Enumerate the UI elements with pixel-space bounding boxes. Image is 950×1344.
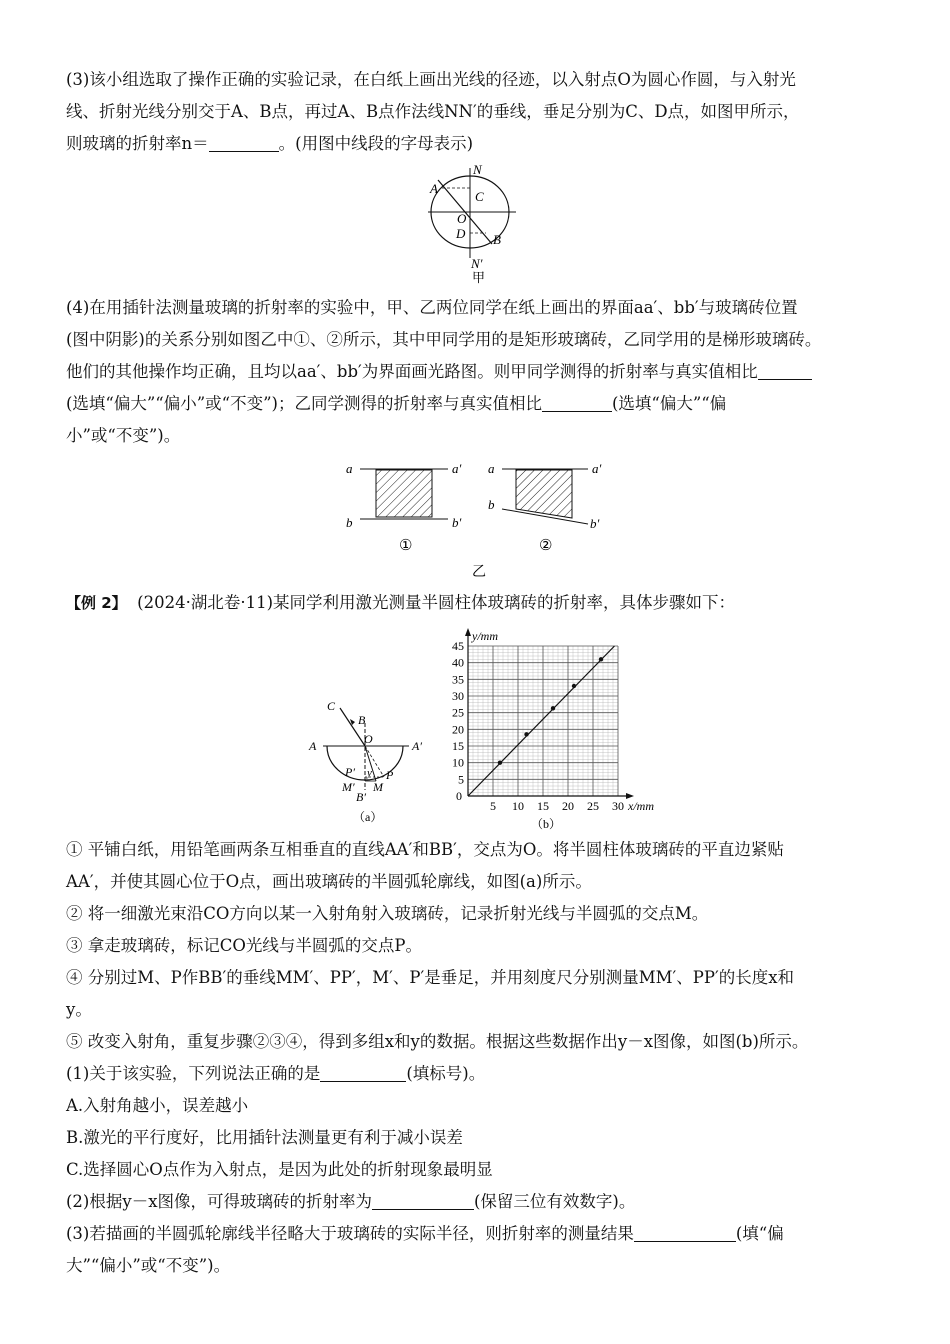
figure-jia [420,160,530,288]
question-2-answer-blank[interactable] [372,1191,474,1210]
chart-y-axis-label: y/mm [472,629,498,643]
jia-label-d: D [456,226,466,241]
chart-data-point [498,760,502,764]
question-1-text-b: (填标号)。 [406,1064,486,1083]
q4-line-3 [66,356,896,388]
q4-text-4b: (选填“偏大”“偏 [612,394,727,413]
fig-a-label-p-prime: P′ [345,765,355,779]
q4-text-4a: (选填“偏大”“偏小”或“不变”)；乙同学测得的折射率与真实值相比 [66,394,542,413]
fig-a-caption: （a） [353,810,383,824]
step-3: ③ 拿走玻璃砖，标记CO光线与半圆弧的交点P。 [66,936,422,955]
yi2-label-a-prime: a′ [592,461,602,476]
jia-label-c: C [475,189,484,204]
example2-heading [66,587,896,619]
chart-y-tick-label: 15 [452,739,464,753]
figure-yi [336,456,626,582]
chart-data-point [524,732,528,736]
jia-label-a: A [430,181,438,196]
step-1-line-a: ① 平铺白纸，用铅笔画两条互相垂直的直线AA′和BB′，交点为O。将半圆柱体玻璃砖的平直边紧贴 [66,840,784,859]
step-2: ② 将一细激光束沿CO方向以某一入射角射入玻璃砖，记录折射光线与半圆弧的交点M。 [66,904,709,923]
chart-data-point [572,684,576,688]
chart-y-tick-label: 35 [452,672,464,687]
yi1-label-b-prime: b′ [452,515,462,530]
q3-line-1: (3)该小组选取了操作正确的实验记录，在白纸上画出光线的径迹，以入射点O为圆心作圆，与入射光 [66,70,796,89]
q4-line-1: (4)在用插针法测量玻璃的折射率的实验中，甲、乙两位同学在纸上画出的界面aa′、bb′与玻璃砖位置 [66,298,798,317]
chart-y-tick-label: 30 [452,689,464,703]
q4-line-2: (图中阴影)的关系分别如图乙中①、②所示，其中甲同学用的是矩形玻璃砖，乙同学用的是梯形玻璃砖。 [66,330,822,349]
q3-line-3 [66,128,896,160]
chart-x-tick-label: 25 [587,799,599,813]
chart-origin-label: 0 [456,789,462,803]
figure-a [305,695,435,830]
step-4-line-a: ④ 分别过M、P作BB′的垂线MM′、PP′，M′、P′是垂足，并用刻度尺分别测量MM′、PP′的长度x和 [66,968,795,987]
yi2-label-a: a [488,461,495,476]
step-1-line-b: AA′，并使其圆心位于O点，画出玻璃砖的半圆弧轮廓线，如图(a)所示。 [66,872,592,891]
chart-y-tick-label: 40 [452,655,464,670]
question-1-answer-blank[interactable] [320,1063,406,1082]
question-3-answer-blank[interactable] [634,1223,736,1242]
chart-y-tick-label: 10 [452,755,464,770]
chart-fit-line [468,646,615,796]
question-2-text-a: (2)根据y－x图像，可得玻璃砖的折射率为 [66,1192,372,1211]
fig-a-label-m: M [373,780,383,794]
option-a: A.入射角越小，误差越小 [66,1096,249,1115]
yi2-label-b-prime: b′ [590,516,600,531]
option-b: B.激光的平行度好，比用插针法测量更有利于减小误差 [66,1128,463,1147]
chart-data-point [551,706,555,710]
chart-y-axis-arrow [465,628,471,636]
jia-label-o: O [457,211,467,226]
question-1 [66,1058,896,1090]
chart-x-tick-label: 20 [562,799,574,813]
yi1-caption: ① [399,538,413,554]
q4-answer-blank-1[interactable] [758,361,812,380]
question-1-text-a: (1)关于该实验，下列说法正确的是 [66,1064,321,1083]
question-3-line-b: 大”“偏小”或“不变”)。 [66,1256,231,1275]
chart-y-tick-label: 25 [452,705,464,720]
fig-a-label-o: O [364,732,373,746]
yi2-trapezoid-glass [516,470,572,518]
fig-a-label-a: A [309,739,317,753]
fig-a-label-p: P [386,768,394,782]
chart-y-tick-label: 20 [452,722,464,737]
chart-y-tick-label: 45 [452,639,464,653]
yi2-caption: ② [539,538,553,554]
jia-caption: 甲 [472,270,486,285]
fig-a-label-b-prime: B′ [356,790,366,804]
fig-a-label-c: C [327,699,336,713]
question-3-text-b: (填“偏 [735,1224,784,1243]
q3-line-2: 线、折射光线分别交于A、B点，再过A、B点作法线NN′的垂线，垂足分别为C、D点，如图甲所示， [66,102,800,121]
step-5: ⑤ 改变入射角，重复步骤②③④，得到多组x和y的数据。根据这些数据作出y－x图像，如图(b)所示。 [66,1032,809,1051]
q4-text-3: 他们的其他操作均正确，且均以aa′、bb′为界面画光路图。则甲同学测得的折射率与真实值相比 [66,362,758,381]
fig-a-label-a-prime: A′ [412,739,422,753]
q3-text-a: 则玻璃的折射率n＝ [66,134,209,153]
fig-a-label-y: y [367,767,372,779]
chart-data-point [599,657,603,661]
q4-answer-blank-2[interactable] [542,393,612,412]
q4-line-4 [66,388,896,420]
yi1-label-a: a [346,461,353,476]
jia-label-b: B [493,232,501,247]
jia-label-n: N [473,162,482,177]
chart-x-tick-label: 10 [512,799,524,813]
option-c: C.选择圆心O点作为入射点，是因为此处的折射现象最明显 [66,1160,493,1179]
fig-a-label-m-prime: M′ [342,780,355,794]
question-3-line-a [66,1218,896,1250]
chart-y-tick-label: 5 [458,772,464,787]
yi1-rect-glass [376,470,432,517]
question-2 [66,1186,896,1218]
question-3-text-a: (3)若描画的半圆弧轮廓线半径略大于玻璃砖的实际半径，则折射率的测量结果 [66,1224,634,1243]
chart-caption: （b） [531,817,562,831]
example2-tag: 【例 2】 [66,594,127,612]
step-4-line-b: y。 [66,1000,92,1019]
chart-x-tick-label: 5 [490,799,496,813]
jia-label-n-prime: N′ [471,256,483,271]
question-2-text-b: (保留三位有效数字)。 [474,1192,636,1211]
chart-x-tick-label: 30 [612,799,624,813]
q3-text-b: 。(用图中线段的字母表示) [278,134,474,153]
figure-b-chart [440,620,654,835]
q3-answer-blank[interactable] [209,133,279,152]
example2-text: (2024·湖北卷·11)某同学利用激光测量半圆柱体玻璃砖的折射率，具体步骤如下： [137,593,736,612]
chart-x-axis-label: x/mm [628,799,654,813]
yi-caption: 乙 [472,565,486,580]
yi1-label-a-prime: a′ [452,461,462,476]
chart-x-tick-label: 15 [537,799,549,813]
yi1-label-b: b [346,515,353,530]
q4-line-5: 小”或“不变”)。 [66,426,181,445]
fig-a-label-b: B [358,713,366,727]
yi2-label-b: b [488,497,495,512]
